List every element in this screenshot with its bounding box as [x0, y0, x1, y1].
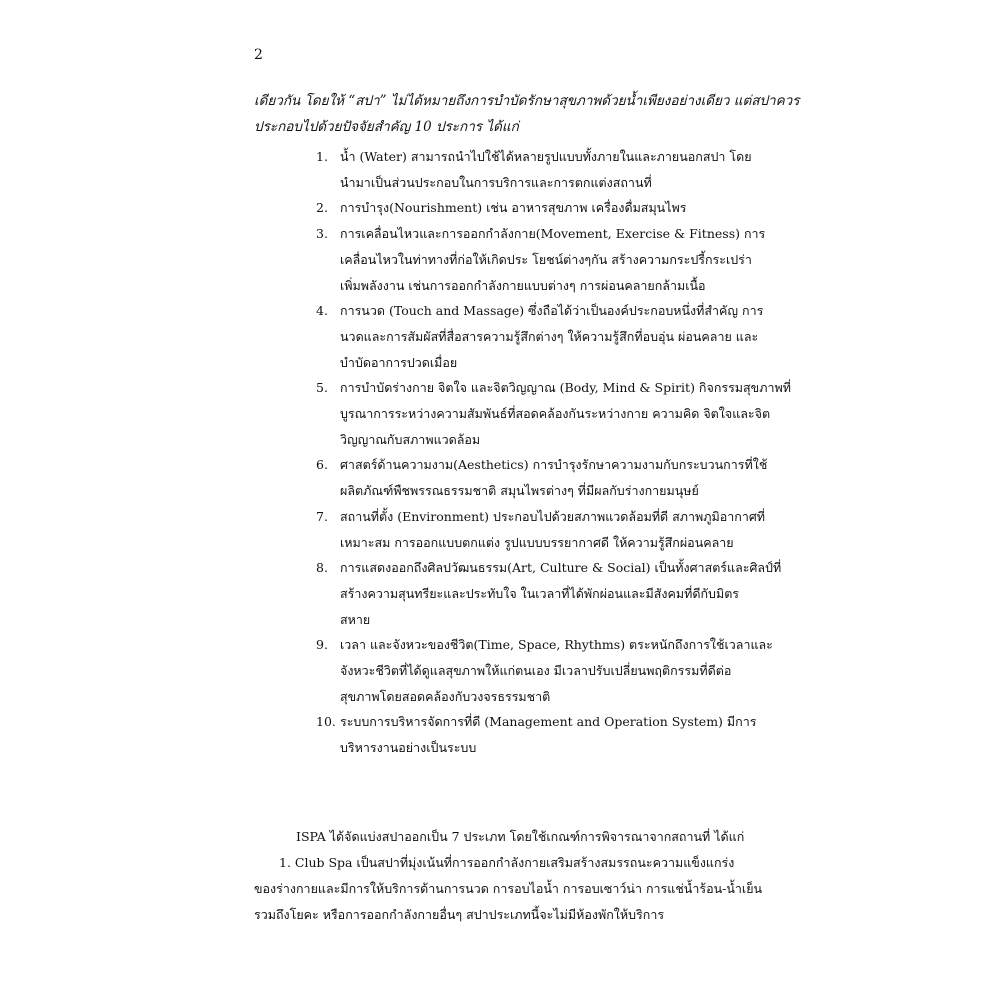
item-text-line: บริหารงานอย่างเป็นระบบ: [340, 740, 477, 756]
club-spa-line: 1. Club Spa เป็นสปาที่มุ่งเน้นที่การออกกำลังกายเสริมสร้างสมรรถนะความแข็งแกร่ง: [279, 855, 735, 870]
item-text-line: สุขภาพโดยสอดคล้องกับวงจรธรรมชาติ: [340, 688, 551, 704]
item-text-line: ศาสตร์ด้านความงาม(Aesthetics) การบำรุงรักษาความงามกับกระบวนการที่ใช้: [340, 457, 768, 473]
spa-factor-item: [316, 632, 773, 709]
item-text-line: วิญญาณกับสภาพแวดล้อม: [340, 431, 481, 447]
spa-factor-item: [316, 504, 766, 555]
item-text-line: ระบบการบริหารจัดการที่ดี (Management and Operation System) มีการ: [340, 714, 757, 730]
item-number: 7.: [316, 508, 328, 524]
item-text-line: เคลื่อนไหวในท่าทางที่ก่อให้เกิดประ โยชน์ต่างๆกัน สร้างความกระปรี้กระเปร่า: [340, 251, 752, 267]
spa-factors-list: [316, 144, 791, 761]
spa-factor-item: [316, 375, 791, 452]
item-text-line: ผลิตภัณฑ์พืชพรรณธรรมชาติ สมุนไพรต่างๆ ที่มีผลกับร่างกายมนุษย์: [340, 483, 699, 499]
spa-types-section: [254, 824, 763, 928]
item-text-line: การแสดงออกถึงศิลปวัฒนธรรม(Art, Culture & Social) เป็นทั้งศาสตร์และศิลป์ที่: [340, 560, 782, 576]
item-text-line: สหาย: [340, 611, 371, 627]
spa-factor-item: [316, 555, 782, 632]
item-text-line: เหมาะสม การออกแบบตกแต่ง รูปแบบบรรยากาศดี ให้ความรู้สึกผ่อนคลาย: [340, 534, 734, 550]
item-text-line: การนวด (Touch and Massage) ซึ่งถือได้ว่าเป็นองค์ประกอบหนึ่งที่สำคัญ การ: [340, 303, 764, 319]
item-text-line: การเคลื่อนไหวและการออกกำลังกาย(Movement, Exercise & Fitness) การ: [340, 226, 766, 242]
item-text-line: นวดและการสัมผัสที่สื่อสารความรู้สึกต่างๆ ให้ความรู้สึกที่อบอุ่น ผ่อนคลาย และ: [340, 328, 759, 344]
item-text-line: เพิ่มพลังงาน เช่นการออกกำลังกายแบบต่างๆ การผ่อนคลายกล้ามเนื้อ: [340, 277, 706, 293]
item-number: 9.: [316, 637, 328, 653]
spa-factor-item: [316, 452, 768, 503]
item-number: 3.: [316, 226, 328, 242]
page-number: 2: [254, 47, 263, 63]
spa-types-intro: ISPA ได้จัดแบ่งสปาออกเป็น 7 ประเภท โดยใช้เกณฑ์การพิจารณาจากสถานที่ ได้แก่: [296, 829, 745, 844]
club-spa-line: รวมถึงโยคะ หรือการออกกำลังกายอื่นๆ สปาประเภทนี้จะไม่มีห้องพักให้บริการ: [254, 907, 665, 922]
intro-paragraph: [254, 88, 800, 140]
item-text-line: สร้างความสุนทรียะและประทับใจ ในเวลาที่ได้พักผ่อนและมีสังคมที่ดีกับมิตร: [340, 585, 740, 601]
item-number: 8.: [316, 560, 328, 576]
spa-factor-item: [316, 144, 756, 195]
item-text-line: การบำบัดร่างกาย จิตใจ และจิตวิญญาณ (Body, Mind & Spirit) กิจกรรมสุขภาพที่: [340, 380, 791, 396]
item-number: 10.: [316, 714, 336, 730]
item-number: 6.: [316, 457, 328, 473]
item-text-line: น้ำ (Water) สามารถนำไปใช้ได้หลายรูปแบบทั้งภายในและภายนอกสปา โดย: [340, 149, 752, 164]
spa-factor-item: [316, 195, 756, 221]
item-number: 1.: [316, 149, 328, 164]
spa-factor-item: [316, 221, 766, 298]
item-text-line: เวลา และจังหวะของชีวิต(Time, Space, Rhythms) ตระหนักถึงการใช้เวลาและ: [340, 637, 773, 653]
item-number: 5.: [316, 380, 328, 396]
item-number: 4.: [316, 303, 328, 319]
intro-line: เดียวกัน โดยให้ “สปา” ไม่ได้หมายถึงการบำบัดรักษาสุขภาพด้วยน้ำเพียงอย่างเดียว แต่สปาควร: [254, 93, 800, 109]
item-number: 2.: [316, 200, 328, 216]
item-text-line: จังหวะชีวิตที่ได้ดูแลสุขภาพให้แก่ตนเอง มีเวลาปรับเปลี่ยนพฤติกรรมที่ดีต่อ: [340, 663, 732, 679]
item-text-line: บูรณาการระหว่างความสัมพันธ์ที่สอดคล้องกันระหว่างกาย ความคิด จิตใจและจิต: [340, 406, 771, 422]
spa-factor-item: [316, 298, 764, 375]
intro-line: ประกอบไปด้วยปัจจัยสำคัญ 10 ประการ ได้แก่: [254, 119, 519, 135]
item-text-line: นำมาเป็นส่วนประกอบในการบริการและการตกแต่งสถานที่: [340, 174, 652, 190]
item-text-line: การบำรุง(Nourishment) เช่น อาหารสุขภาพ เครื่องดื่มสมุนไพร: [340, 200, 687, 216]
club-spa-line: ของร่างกายและมีการให้บริการด้านการนวด การอบไอน้ำ การอบเซาว์น่า การแช่น้ำร้อน-น้ำเย็น: [254, 881, 763, 896]
item-text-line: บำบัดอาการปวดเมื่อย: [340, 354, 458, 370]
spa-factor-item: [316, 709, 756, 760]
item-text-line: สถานที่ตั้ง (Environment) ประกอบไปด้วยสภาพแวดล้อมที่ดี สภาพภูมิอากาศที่: [340, 508, 766, 524]
